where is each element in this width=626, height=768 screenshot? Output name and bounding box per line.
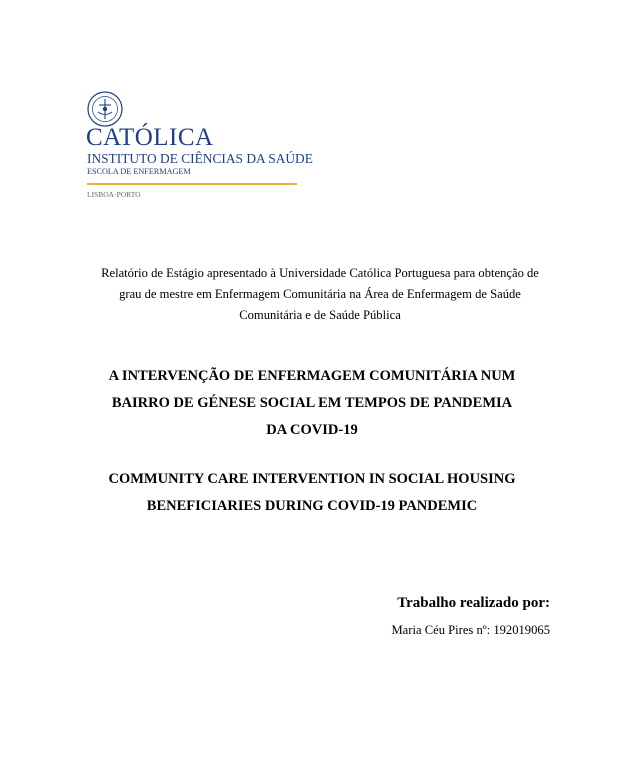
title-line: A INTERVENÇÃO DE ENFERMAGEM COMUNITÁRIA NUM <box>108 368 516 384</box>
report-line: Comunitária e de Saúde Pública <box>239 308 401 322</box>
author-label: Trabalho realizado por: <box>397 595 550 611</box>
title-line: DA COVID-19 <box>266 422 358 438</box>
logo-divider <box>87 183 297 185</box>
school-name: ESCOLA DE ENFERMAGEM <box>87 167 191 176</box>
campus-cities: LISBOA·PORTO <box>87 190 141 199</box>
author-name: Maria Céu Pires nº: 192019065 <box>391 623 550 637</box>
title-line: BENEFICIARIES DURING COVID-19 PANDEMIC <box>146 498 478 514</box>
title-portuguese <box>62 363 562 444</box>
report-description <box>70 263 570 326</box>
title-english <box>62 466 562 520</box>
title-line: COMMUNITY CARE INTERVENTION IN SOCIAL HOUSING <box>108 471 516 487</box>
report-line: grau de mestre em Enfermagem Comunitária na Área de Enfermagem de Saúde <box>119 287 521 301</box>
title-line: BAIRRO DE GÉNESE SOCIAL EM TEMPOS DE PANDEMIA <box>111 395 513 411</box>
brand-name: CATÓLICA <box>86 124 214 151</box>
university-seal-icon <box>86 90 124 128</box>
report-line: Relatório de Estágio apresentado à Universidade Católica Portuguesa para obtenção de <box>101 266 539 280</box>
institute-name: INSTITUTO DE CIÊNCIAS DA SAÚDE <box>87 151 313 166</box>
